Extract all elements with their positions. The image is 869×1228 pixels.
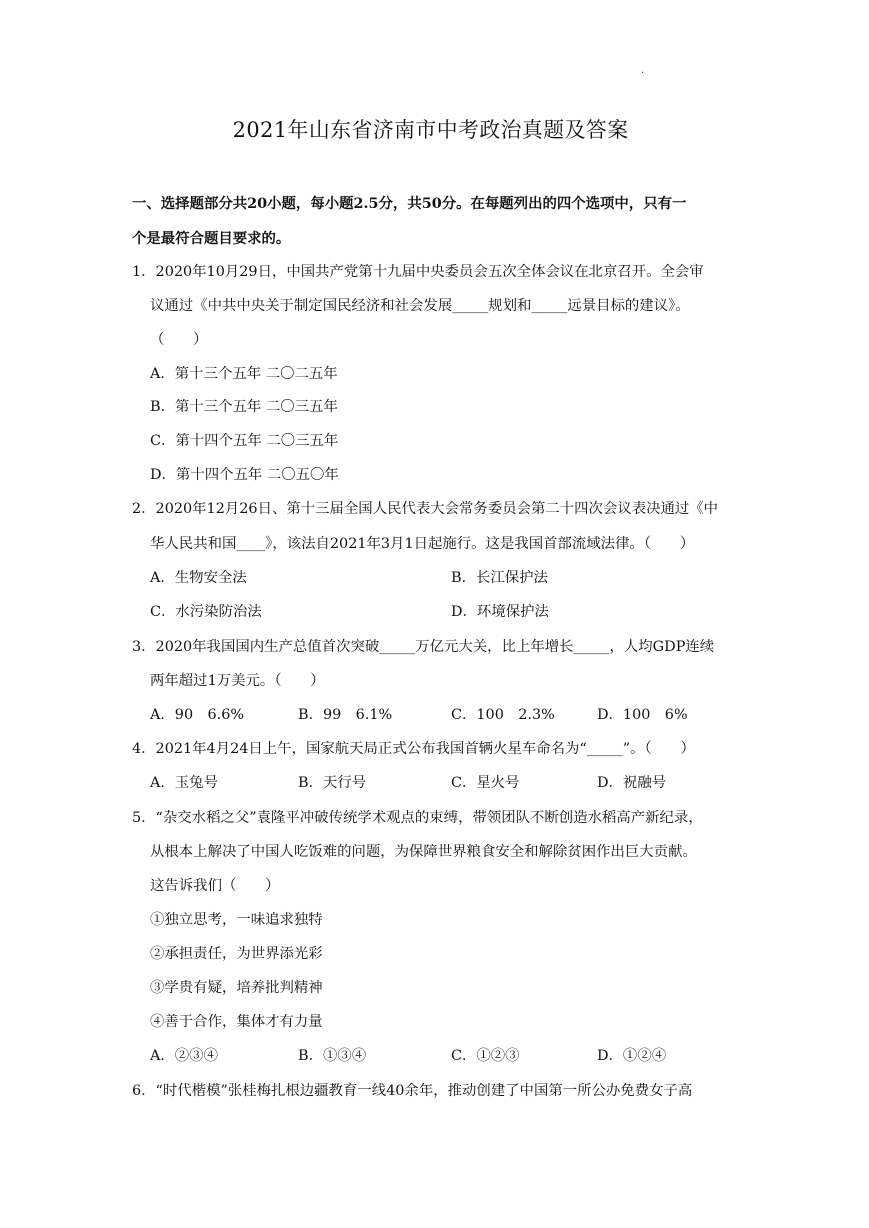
question-2-line: 2．2020年12月26日、第十三届全国人民代表大会常务委员会第二十四次会议表决通过《中 — [132, 501, 719, 517]
section-heading-line: 一、选择题部分共20小题，每小题2.5分，共50分。在每题列出的四个选项中，只有一 — [132, 195, 687, 212]
question-3-line: 3．2020年我国国内生产总值首次突破_____万亿元大关，比上年增长_____，人均GDP连续 — [132, 639, 715, 655]
question-5-line: 从根本上解决了中国人吃饭难的问题，为保障世界粮食安全和解除贫困作出巨大贡献。 — [150, 844, 697, 860]
question-1-option: B．第十三个五年 二〇三五年 — [150, 399, 338, 415]
question-1-line: （ ） — [150, 332, 208, 348]
question-3-option: A．90 6.6% — [150, 707, 245, 723]
question-2-line: 华人民共和国____》，该法自2021年3月1日起施行。这是我国首部流域法律。（ ） — [150, 536, 695, 552]
question-4-option: A．玉兔号 — [150, 775, 218, 791]
question-3-line: 两年超过1万美元。（ ） — [150, 673, 325, 689]
question-4-option: D．祝融号 — [597, 775, 667, 791]
question-6-line: 6．“时代楷模”张桂梅扎根边疆教育一线40余年，推动创建了中国第一所公办免费女子高 — [132, 1083, 693, 1099]
question-1-line: 议通过《中共中央关于制定国民经济和社会发展_____规划和_____远景目标的建议》。 — [150, 298, 690, 314]
question-5-option: A．②③④ — [150, 1048, 218, 1064]
page-title: 2021年山东省济南市中考政治真题及答案 — [232, 118, 629, 142]
question-1-line: 1．2020年10月29日，中国共产党第十九届中央委员会五次全体会议在北京召开。全会审 — [132, 264, 704, 280]
question-1-option: D．第十四个五年 二〇五〇年 — [150, 467, 339, 483]
question-5-statement: ④善于合作，集体才有力量 — [150, 1014, 323, 1030]
question-4-option: C．星火号 — [451, 775, 520, 791]
section-heading-line: 个是最符合题目要求的。 — [132, 230, 291, 247]
question-5-option: D．①②④ — [597, 1048, 667, 1064]
question-4-line: 4．2021年4月24日上午，国家航天局正式公布我国首辆火星车命名为“_____”。（ ） — [132, 741, 695, 757]
question-5-line: 5．“杂交水稻之父”袁隆平冲破传统学术观点的束缚，带领团队不断创造水稻高产新纪录， — [132, 810, 703, 826]
question-3-option: C．100 2.3% — [451, 707, 555, 723]
question-5-statement: ②承担责任，为世界添光彩 — [150, 946, 323, 962]
question-2-option: C．水污染防治法 — [150, 604, 262, 620]
question-2-option: D．环境保护法 — [451, 604, 549, 620]
question-4-option: B．天行号 — [298, 775, 367, 791]
question-2-option: A．生物安全法 — [150, 570, 247, 586]
question-2-option: B．长江保护法 — [451, 570, 548, 586]
question-5-statement: ①独立思考，一味追求独特 — [150, 912, 323, 928]
question-1-option: C．第十四个五年 二〇三五年 — [150, 433, 339, 449]
question-5-statement: ③学贵有疑，培养批判精神 — [150, 980, 323, 996]
question-3-option: D．100 6% — [597, 707, 688, 723]
corner-mark: . — [641, 65, 645, 76]
question-1-option: A．第十三个五年 二〇二五年 — [150, 366, 338, 382]
question-5-option: B．①③④ — [298, 1048, 367, 1064]
question-3-option: B．99 6.1% — [298, 707, 393, 723]
question-5-option: C．①②③ — [451, 1048, 520, 1064]
question-5-line: 这告诉我们（ ） — [150, 878, 280, 894]
